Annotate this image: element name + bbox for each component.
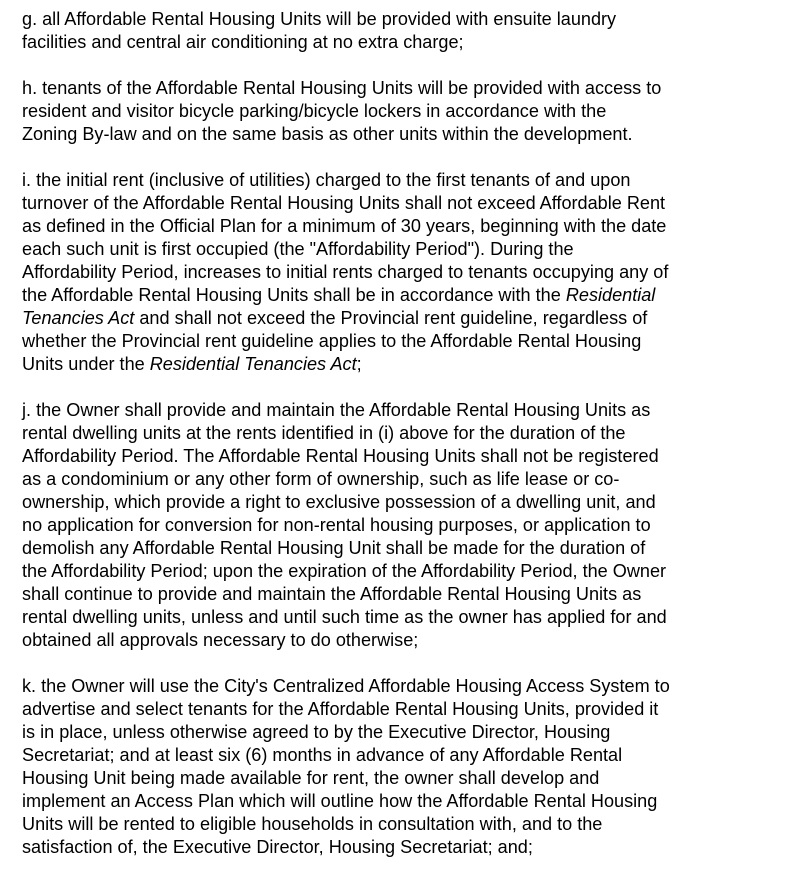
text-line: Housing Unit being made available for rent, the owner shall develop and: [22, 768, 600, 788]
text-line: Affordability Period, increases to initial rents charged to tenants occupying any of: [22, 262, 669, 282]
text-line: turnover of the Affordable Rental Housing Units shall not exceed Affordable Rent: [22, 193, 666, 213]
text-line: j. the Owner shall provide and maintain the Affordable Rental Housing Units as: [22, 400, 651, 420]
text-line: each such unit is first occupied (the "Affordability Period"). During the: [22, 239, 574, 259]
text-line: no application for conversion for non-rental housing purposes, or application to: [22, 515, 651, 535]
act-title-italic: Tenancies Act: [22, 308, 135, 328]
text-line: is in place, unless otherwise agreed to by the Executive Director, Housing: [22, 722, 611, 742]
text-line: obtained all approvals necessary to do otherwise;: [22, 630, 419, 650]
act-title-italic: Residential Tenancies Act: [149, 354, 357, 374]
text-line: ownership, which provide a right to exclusive possession of a dwelling unit, and: [22, 492, 656, 512]
document-body: [22, 8, 792, 882]
text-line: Secretariat; and at least six (6) months in advance of any Affordable Rental: [22, 745, 623, 765]
text-line: [22, 353, 792, 376]
text-line: shall continue to provide and maintain the Affordable Rental Housing Units as: [22, 584, 642, 604]
text-line: whether the Provincial rent guideline applies to the Affordable Rental Housing: [22, 331, 642, 351]
text-segment: and shall not exceed the Provincial rent guideline, regardless of: [134, 308, 648, 328]
text-line: k. the Owner will use the City's Centralized Affordable Housing Access System to: [22, 676, 670, 696]
text-line: rental dwelling units, unless and until such time as the owner has applied for and: [22, 607, 667, 627]
text-line: advertise and select tenants for the Affordable Rental Housing Units, provided it: [22, 699, 659, 719]
act-title-italic: Residential: [565, 285, 656, 305]
text-line: [22, 284, 792, 307]
text-line: h. tenants of the Affordable Rental Housing Units will be provided with access to: [22, 78, 662, 98]
text-segment: the Affordable Rental Housing Units shall be in accordance with the: [22, 285, 566, 305]
text-line: demolish any Affordable Rental Housing Unit shall be made for the duration of: [22, 538, 646, 558]
text-line: [22, 307, 792, 330]
text-line: implement an Access Plan which will outline how the Affordable Rental Housing: [22, 791, 658, 811]
paragraph-h: [22, 77, 792, 146]
paragraph-i: [22, 169, 792, 376]
text-line: Units will be rented to eligible households in consultation with, and to the: [22, 814, 603, 834]
text-line: Zoning By-law and on the same basis as other units within the development.: [22, 124, 633, 144]
paragraph-j: [22, 399, 792, 652]
text-segment: Units under the: [22, 354, 150, 374]
text-line: satisfaction of, the Executive Director, Housing Secretariat; and;: [22, 837, 533, 857]
text-line: as defined in the Official Plan for a minimum of 30 years, beginning with the date: [22, 216, 667, 236]
paragraph-g: [22, 8, 792, 54]
text-line: as a condominium or any other form of ownership, such as life lease or co-: [22, 469, 620, 489]
text-line: Affordability Period. The Affordable Rental Housing Units shall not be registered: [22, 446, 659, 466]
text-segment: ;: [356, 354, 362, 374]
text-line: g. all Affordable Rental Housing Units will be provided with ensuite laundry: [22, 9, 617, 29]
text-line: rental dwelling units at the rents identified in (i) above for the duration of the: [22, 423, 626, 443]
text-line: the Affordability Period; upon the expiration of the Affordability Period, the Owner: [22, 561, 667, 581]
text-line: resident and visitor bicycle parking/bicycle lockers in accordance with the: [22, 101, 607, 121]
text-line: facilities and central air conditioning at no extra charge;: [22, 32, 464, 52]
text-line: i. the initial rent (inclusive of utilities) charged to the first tenants of and upon: [22, 170, 631, 190]
paragraph-k: [22, 675, 792, 859]
